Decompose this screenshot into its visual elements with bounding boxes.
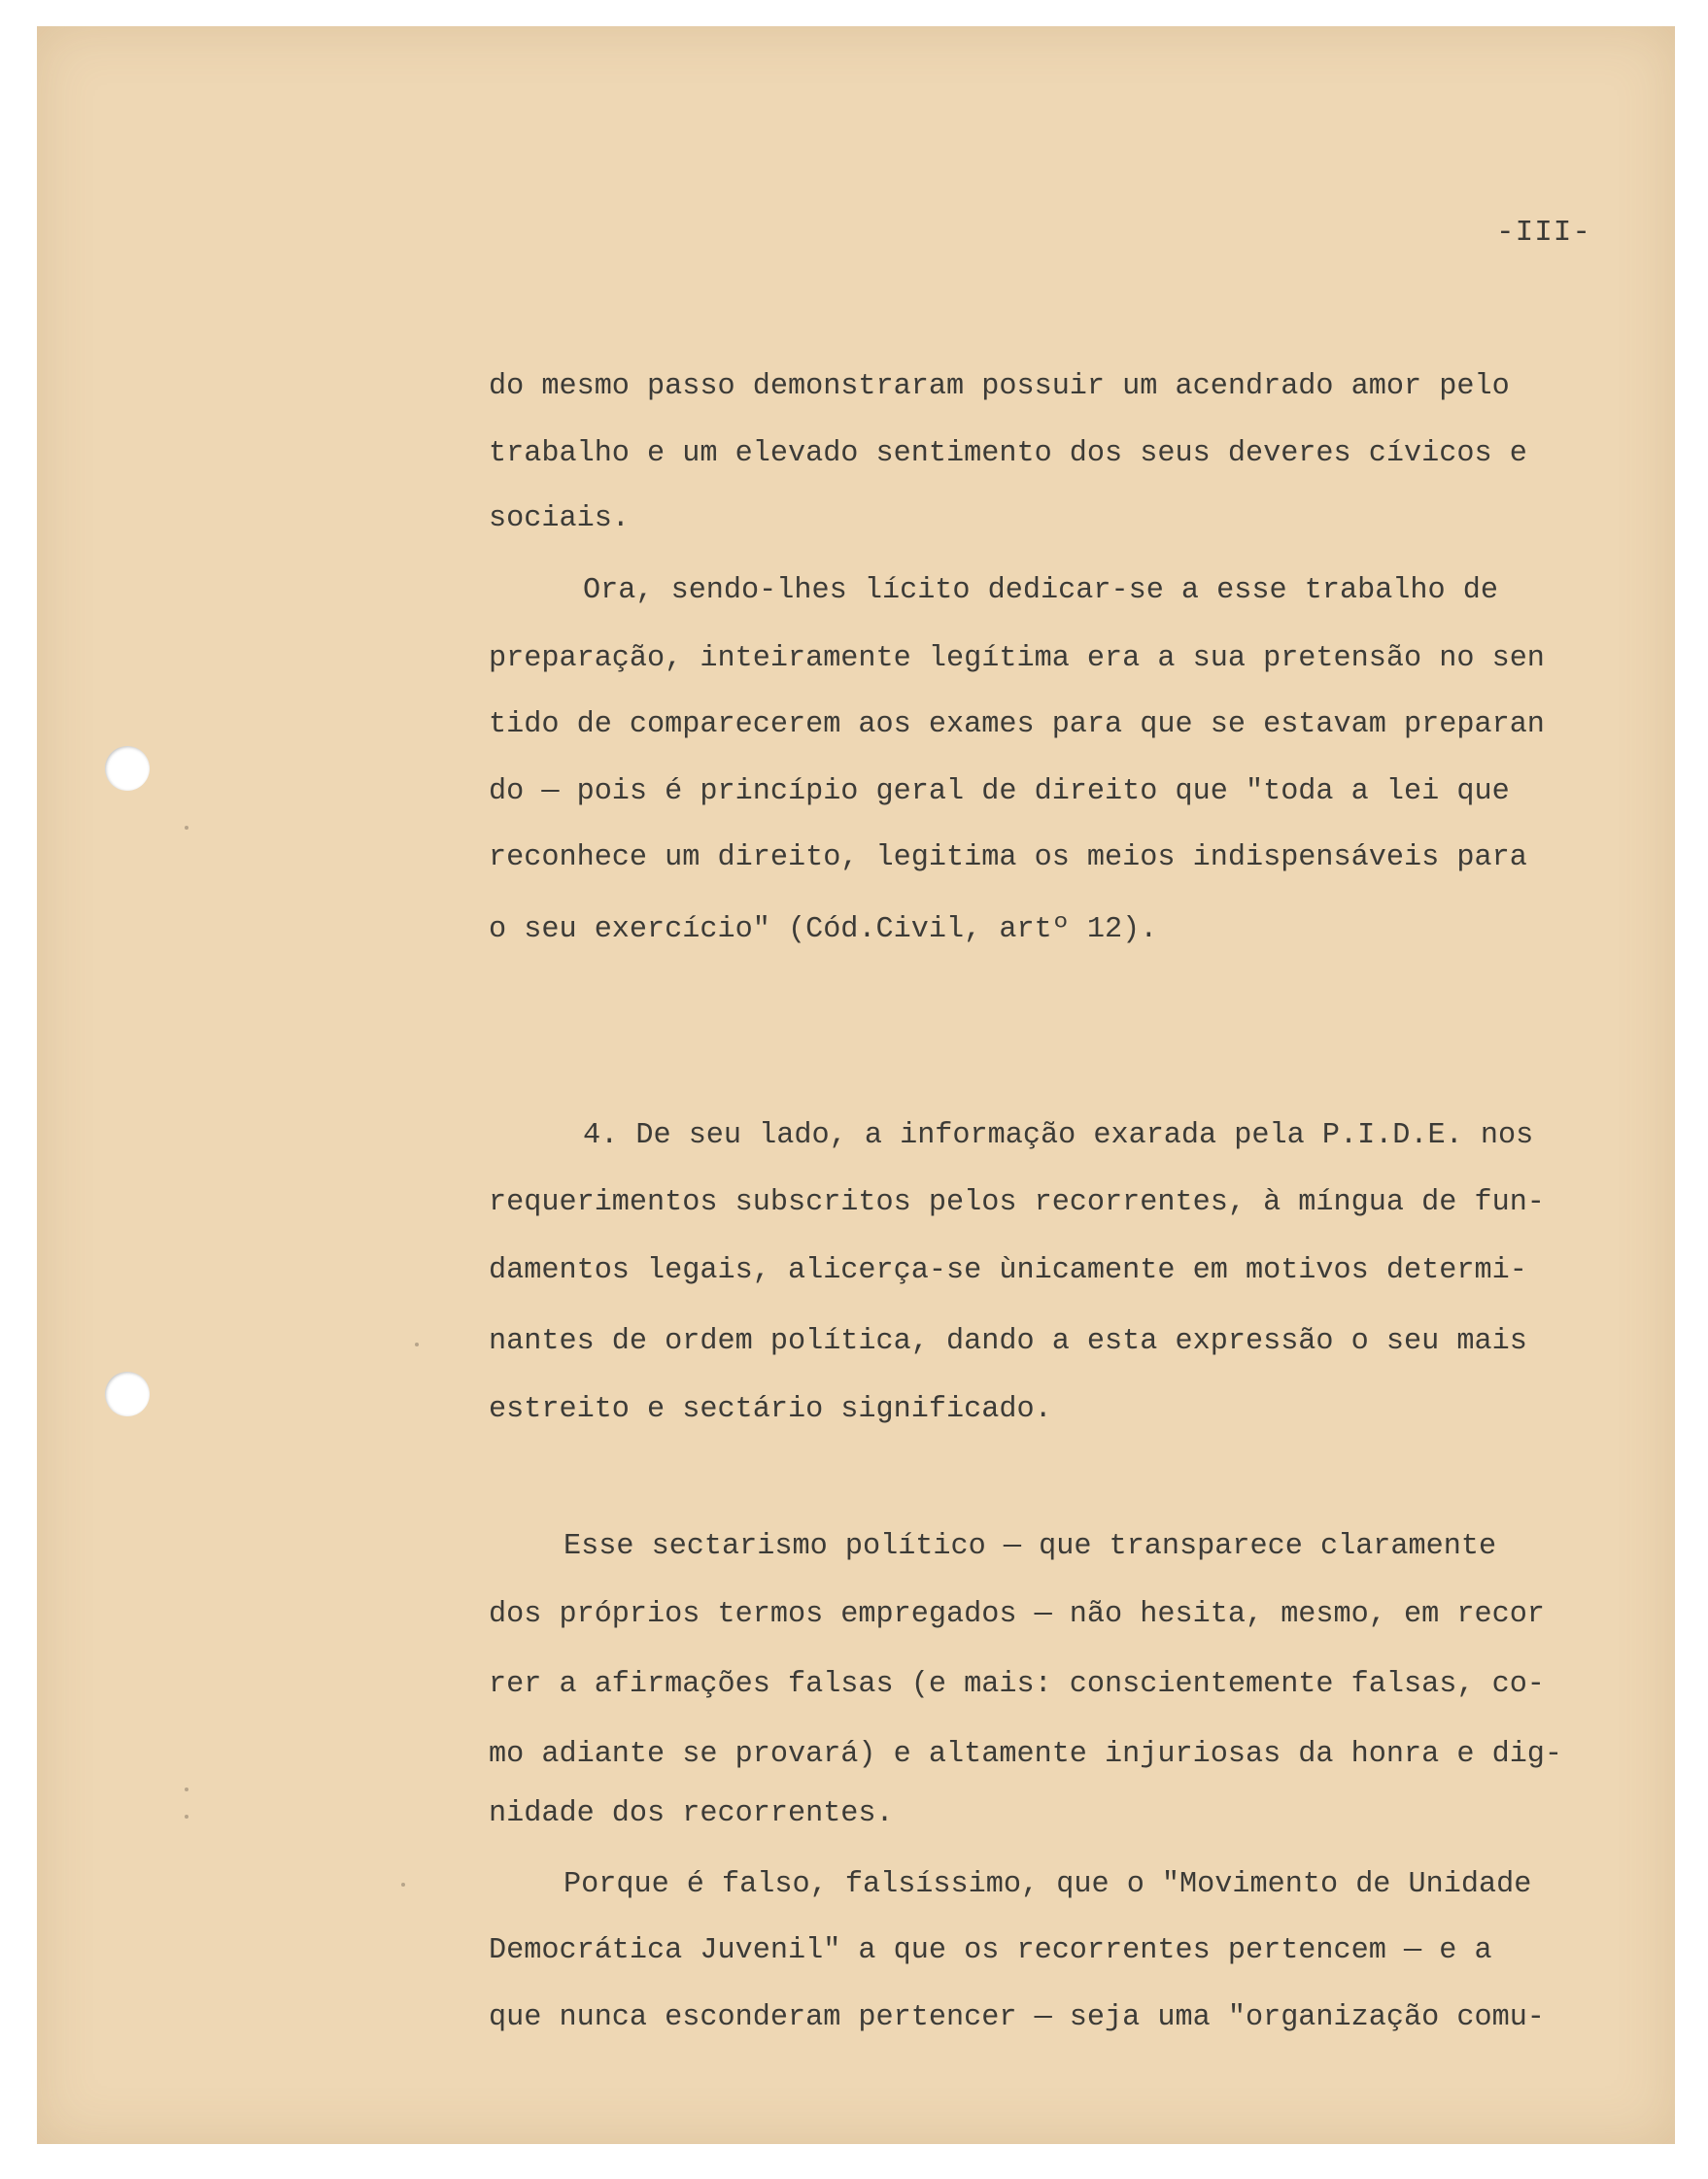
- margin-mark: [415, 1343, 419, 1346]
- punch-hole-top: [105, 746, 150, 791]
- text-line: rer a afirmações falsas (e mais: conscientemente falsas, co-: [489, 1668, 1545, 1701]
- text-line: Ora, sendo-lhes lícito dedicar-se a esse trabalho de: [583, 574, 1499, 607]
- punch-hole-bottom: [105, 1372, 150, 1416]
- text-line: o seu exercício" (Cód.Civil, artº 12).: [489, 913, 1158, 946]
- margin-mark: [185, 1787, 188, 1791]
- text-line: mo adiante se provará) e altamente injuriosas da honra e dig-: [489, 1738, 1563, 1771]
- text-line: Porque é falso, falsíssimo, que o "Movimento de Unidade: [564, 1868, 1532, 1901]
- margin-mark: [185, 826, 188, 830]
- text-line: nantes de ordem política, dando a esta expressão o seu mais: [489, 1325, 1527, 1358]
- page-number: -III-: [1496, 216, 1592, 250]
- text-line: damentos legais, alicerça-se ùnicamente em motivos determi-: [489, 1254, 1527, 1287]
- text-line: tido de comparecerem aos exames para que se estavam preparan: [489, 708, 1545, 741]
- text-line: do mesmo passo demonstraram possuir um acendrado amor pelo: [489, 370, 1510, 403]
- text-line: requerimentos subscritos pelos recorrentes, à míngua de fun-: [489, 1186, 1545, 1219]
- text-line: Esse sectarismo político — que transparece claramente: [564, 1530, 1497, 1563]
- text-line: preparação, inteiramente legítima era a sua pretensão no sen: [489, 642, 1545, 675]
- text-line: que nunca esconderam pertencer — seja uma "organização comu-: [489, 2001, 1545, 2034]
- text-line: trabalho e um elevado sentimento dos seus deveres cívicos e: [489, 437, 1527, 470]
- text-line: dos próprios termos empregados — não hesita, mesmo, em recor: [489, 1598, 1545, 1631]
- text-line: sociais.: [489, 502, 630, 535]
- text-line: estreito e sectário significado.: [489, 1393, 1052, 1426]
- margin-mark: [401, 1883, 405, 1887]
- text-line: reconhece um direito, legitima os meios indispensáveis para: [489, 841, 1527, 874]
- text-line: Democrática Juvenil" a que os recorrentes pertencem — e a: [489, 1934, 1492, 1967]
- text-line: do — pois é princípio geral de direito que "toda a lei que: [489, 775, 1510, 808]
- margin-mark: [185, 1815, 188, 1819]
- text-line: 4. De seu lado, a informação exarada pela P.I.D.E. nos: [583, 1119, 1534, 1152]
- text-line: nidade dos recorrentes.: [489, 1797, 894, 1830]
